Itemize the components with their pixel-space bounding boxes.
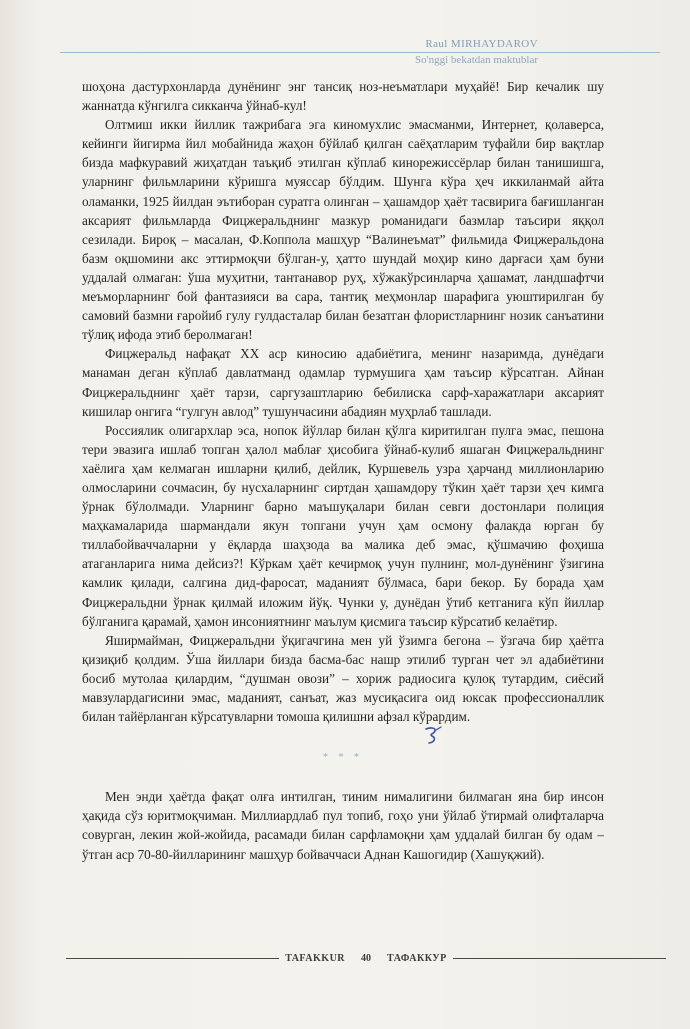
paragraph: Россиялик олигархлар эса, нопок йўллар билан қўлга киритилган пулга эмас, пешона тери эвазига ишлаб топган ҳалол маблағ ҳисобига ўйнаб-кулиб яшаган Фицжеральднинг хаёлига ҳам келмаган ишларни қилиб, дейлик, Куршевель узра ҳарчанд миллионларию олмосларини сочмасин, бу нусхаларнинг сиртдан ҳашамдору тўкин ҳаёт тарзи ҳеч кимга ўрнак бўлолмади. Уларнинг барно маъшуқалари билан севги достонлари полиция маҳкамаларида шармандали якун топгани учун ҳам осмону фалакда юрган бу тиллабойваччаларни у ёқларда шаҳзода ва малика деб эмас, қўшмачию фоҳиша атаганларига нима дейсиз?! Кўркам ҳаёт кечирмоқ учун пулнинг, мол-дунёнинг ўзигина камлик қилади, салгина дид-фаросат, маданият бўлмаса, бари бекор. Бу борада ҳам Фицжеральдни ўрнак қилмай иложим йўқ. Чунки у, дунёдан ўтиб кетганига кўп йиллар бўлганига қарамай, ҳамон инсониятнинг маълум қисмига таъсир кўрсатиб келаётир.	[82, 422, 604, 629]
paragraph: шоҳона дастурхонларда дунёнинг энг тансиқ ноз-неъматлари муҳайё! Бир кечалик шу жаннатда кўнгилга сикканча ўйнаб-кул!	[82, 79, 604, 114]
footer-left-label: TAFAKKUR	[285, 952, 346, 964]
paragraph: Олтмиш икки йиллик тажрибага эга киномухлис эмасманми, Интернет, қолаверса, кейинги йигирма йил мобайнида жаҳон бўйлаб қилган саёҳатларим туфайли бир вақтлар бизда мафкуравий жиҳатдан таъқиб этилган кўплаб кинорежиссёрлар билан танишишга, уларнинг фильмларини кўришга муяссар бўлдим. Шунга кўра ҳеч иккиланмай айта оламанки, 1925 йилдан эътиборан суратга олинган – ҳашамдор ҳаёт тасвирига бағишланган аксарият фильмларда Фицжеральднинг мазкур романидаги базмлар таъсири яққол сезилади. Бироқ – масалан, Ф.Коппола машҳур “Валинеъмат” фильмида Фицжеральдона базм оқшомини акс эттирмоқчи бўлган-у, ҳатто шундай моҳир кино дарғаси ҳам буни уддалай олмаган: ўша муҳитни, тантанавор руҳ, хўжакўрсинларча ҳашамат, ландшафтчи меъморларнинг бой фантазияси ва сара, тантиқ меҳмонлар шарафига уюштирилган бу самовий базмни ғаройиб гулу гулдасталар билан безатган флористларнинг нозик санъатини тўлиқ ифода этиб беролмаган!	[82, 117, 604, 343]
author-name: Raul MIRHAYDAROV	[425, 38, 538, 50]
footer-right-rule	[453, 958, 666, 959]
section-separator: * * *	[323, 752, 363, 764]
article-body	[82, 77, 604, 864]
handwritten-pen-mark	[423, 725, 445, 745]
running-header	[60, 38, 660, 67]
footer-right-label: ТАФАККУР	[387, 952, 447, 964]
footer-left-rule	[66, 958, 279, 959]
paragraph: Мен энди ҳаётда фақат олға интилган, тиним нималигини билмаган яна бир инсон ҳақида сўз юритмоқчиман. Миллиардлаб пул топиб, гоҳо уни ўйлаб ўтирмай олифталарча совурган, лекин жой-жойида, расамади билан сарфламоқни ҳам уддалай билган бу одам – ўтган аср 70-80-йилларининг машҳур бойваччаси Аднан Кашогидир (Хашуқжий).	[82, 789, 604, 862]
paragraph: Фицжеральд нафақат ХХ аср киносию адабиётига, менинг назаримда, дунёдаги манаман деган кўплаб давлатманд одамлар турмушига ҳам таъсир кўрсатган. Айнан Фицжеральднинг ҳаёт тарзи, саргузаштларию бебилиска сарф-харажатлари аксарият кишилар онгига “гулгун авлод” тушунчасини абадиян муҳрлаб ташлади.	[82, 346, 604, 419]
page-footer	[66, 950, 666, 966]
header-divider	[60, 52, 660, 53]
paragraph: Яширмайман, Фицжеральдни ўқигачгина мен уй ўзимга бегона – ўзгача бир ҳаётга қизиқиб қолдим. Ўша йиллари бизда басма-бас нашр этилиб турган чет эл адабиётини босиб мутолаа қилардим, “душман овози” – хориж радиосига қулоқ тутардим, сиёсий мавзулардагисини эмас, маданият, санъат, жаз мусиқасига оид юксак профессионаллик билан тайёрланган кўрсатувларни томоша қилишни афзал кўрардим.	[82, 632, 604, 725]
book-subtitle: So'nggi bekatdan maktublar	[415, 54, 538, 66]
page-number: 40	[361, 952, 372, 964]
